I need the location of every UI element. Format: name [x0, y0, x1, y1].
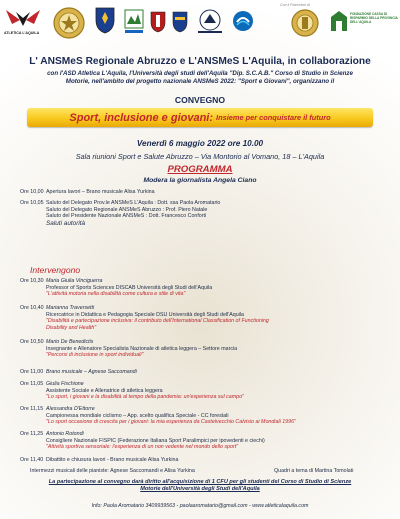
cfu-note-line: Motorie dell'Università degli Studi dell'Aquila — [140, 486, 260, 492]
schedule-speaker: Mario De Benedictis — [46, 339, 94, 345]
schedule-line: Campionessa mondiale ciclismo – App. scelto qualifica Speciale - CC forestali — [46, 412, 229, 419]
atletica-logo-text: ATLETICA L'AQUILA — [4, 31, 40, 35]
schedule-line: Saluto del Presidente Nazionale ANSMeS : Dott. Francesco Conforti — [46, 213, 207, 220]
programma-heading: PROGRAMMA — [167, 164, 233, 175]
fondazione-logo-text: FONDAZIONE CASSA DI RISPARMIO DELLA PROVINCIA DELL'AQUILA — [350, 12, 398, 24]
moderator-line: Modera la giornalista Angela Ciano — [143, 177, 257, 184]
ansmes-emblem-logo — [52, 6, 86, 40]
schedule-line: Saluto del Delegato Regionale ANSMeS Abruzzo : Prof. Piero Natale — [46, 206, 208, 213]
comune-crest-logo — [172, 10, 188, 34]
regione-abruzzo-logo — [123, 8, 145, 36]
schedule-body — [46, 305, 386, 331]
theme-banner — [27, 108, 373, 127]
schedule-speaker: Maria Giulia Vinciguerra — [46, 278, 103, 284]
patronage-caption: Con il Patrocinio di — [280, 3, 310, 7]
schedule-time: Ore 11,25 — [20, 431, 44, 437]
university-laquila-logo — [195, 8, 225, 36]
event-venue: Sala riunioni Sport e Salute Abruzzo – Via Montorio al Vomano, 18 – L'Aquila — [75, 152, 325, 161]
schedule-time: Ore 10,50 — [20, 339, 44, 345]
schedule-line: Saluti autorità — [46, 219, 86, 227]
schedule-body — [46, 189, 386, 196]
schedule-time: Ore 10,40 — [20, 305, 44, 311]
schedule-line: Apertura lavori – Brano musicale Alisa Yurkina — [46, 189, 155, 195]
schedule-body — [46, 457, 386, 464]
cfu-note-line: La partecipazione al convegno darà diritto all'acquisizione di 1 CFU per gli studenti del Corso di Studio di Scienze — [48, 479, 352, 485]
schedule-line: Professor of Sports Sciences DISCAB Università degli Studi dell'Aquila — [46, 284, 213, 291]
atletica-laquila-logo — [4, 6, 42, 42]
contact-info: Info: Paola Aromatario 3409939563 - paolaaromatario@gmail.com - www.atleticalaquila.com — [91, 503, 309, 509]
schedule-talk-title: "Disabilità e partecipazione inclusiva: il contributo dell'International Classification of Functioning — [46, 318, 269, 325]
schedule-body — [46, 339, 386, 359]
event-title: L' ANSMeS Regionale Abruzzo e L'ANSMeS L'Aquila, in collaborazione — [29, 56, 371, 67]
schedule-line: Ricercatrice in Didattica e Pedagogia Speciale DSU Università degli Studi dell'Aquila — [46, 311, 244, 318]
event-subtitle — [24, 70, 376, 86]
schedule-time: Ore 11,05 — [20, 381, 44, 387]
schedule-line: Dibattito e chiusura lavori - Brano musicale Alisa Yurkina — [46, 457, 179, 463]
schedule-body — [46, 431, 386, 451]
schedule-time: Ore 10,30 — [20, 278, 44, 284]
schedule-talk-title: "Lo sport, i giovani e la disabilità al tempo della pandemia: un'esperienza sul campo" — [46, 394, 244, 401]
event-date: Venerdì 6 maggio 2022 ore 10.00 — [136, 139, 264, 148]
schedule-talk-title: "L'attività motoria nella disabilità come cultura e stile di vita" — [46, 291, 186, 298]
schedule-body — [46, 381, 386, 401]
schedule-talk-title: "Percorsi di inclusione in sport individuali" — [46, 352, 144, 359]
schedule-body — [46, 406, 386, 426]
coni-emblem-logo — [290, 7, 320, 39]
schedule-body — [46, 278, 386, 298]
subtitle-line: con l'ASD Atletica L'Aquila, l'Università degli studi dell'Aquila "Dip. S.C.A.B." Corso di Studio in Scienze — [47, 70, 353, 77]
schedule-body — [46, 369, 386, 376]
schedule-talk-title: Disability and Health" — [46, 324, 97, 331]
convegno-label: CONVEGNO — [174, 95, 226, 105]
schedule-talk-title: "Attività sportiva sensoriale: l'esperienza di un non vedente nel mondo dello sport" — [46, 444, 239, 451]
cfu-note — [16, 479, 384, 493]
schedule-speaker: Marianna Traversetti — [46, 305, 95, 311]
schedule-time: Ore 11,40 — [20, 457, 44, 463]
schedule-time: Ore 10,05 — [20, 200, 44, 206]
fondazione-carispaq-logo — [330, 10, 348, 32]
schedule-talk-title: "Lo sport occasione di crescita per i giovani: la mia esperienza da Castelvecchio Calvisio ai Mondiali 1996" — [46, 419, 296, 426]
schedule-time: Ore 11,00 — [20, 369, 44, 375]
schedule-time: Ore 11,15 — [20, 406, 44, 412]
subtitle-line: Motorie, nell'ambito del progetto nazionale ANSMeS 2022: "Sport e Giovani", organizzano il — [65, 78, 335, 85]
schedule-line: Saluto del Delegato Prov.le ANSMeS L'Aquila : Dott. ssa Paola Aromatario — [46, 200, 221, 206]
logo-strip — [0, 0, 400, 48]
banner-sub-text: Insieme per conquistare il futuro — [216, 113, 331, 122]
themed-paintings: Quadri a tema di Martina Tomolati — [274, 468, 354, 474]
schedule-speaker: Antonio Rotondi — [46, 431, 84, 437]
provincia-crest-logo — [150, 10, 166, 34]
intervengono-heading: Intervengono — [30, 265, 81, 275]
schedule-time: Ore 10,00 — [20, 189, 44, 195]
schedule-speaker: Giulia Fischione — [46, 381, 84, 387]
schedule-body — [46, 200, 386, 227]
city-crest-logo — [94, 6, 116, 34]
sport-e-salute-logo — [231, 10, 255, 32]
musical-interludes: Intermezzi musicali delle pianiste: Agnese Saccomandi e Alisa Yurkina — [30, 468, 195, 474]
banner-main-text: Sport, inclusione e giovani: — [69, 111, 214, 124]
schedule-line: Consigliere Nazionale FISPIC (Federazione Italiana Sport Paralimpici per ipovedenti e ciechi) — [46, 437, 265, 444]
schedule-line: Assistente Sociale e Allenatrice di atletica leggera — [46, 387, 163, 394]
schedule-speaker: Alessandra D'Ettorre — [46, 406, 95, 412]
schedule-line: Insegnante e Allenatore Specialista Nazionale di atletica leggera – Settore marcia — [46, 345, 238, 352]
schedule-line: Brano musicale – Agnese Saccomandi — [46, 369, 137, 375]
